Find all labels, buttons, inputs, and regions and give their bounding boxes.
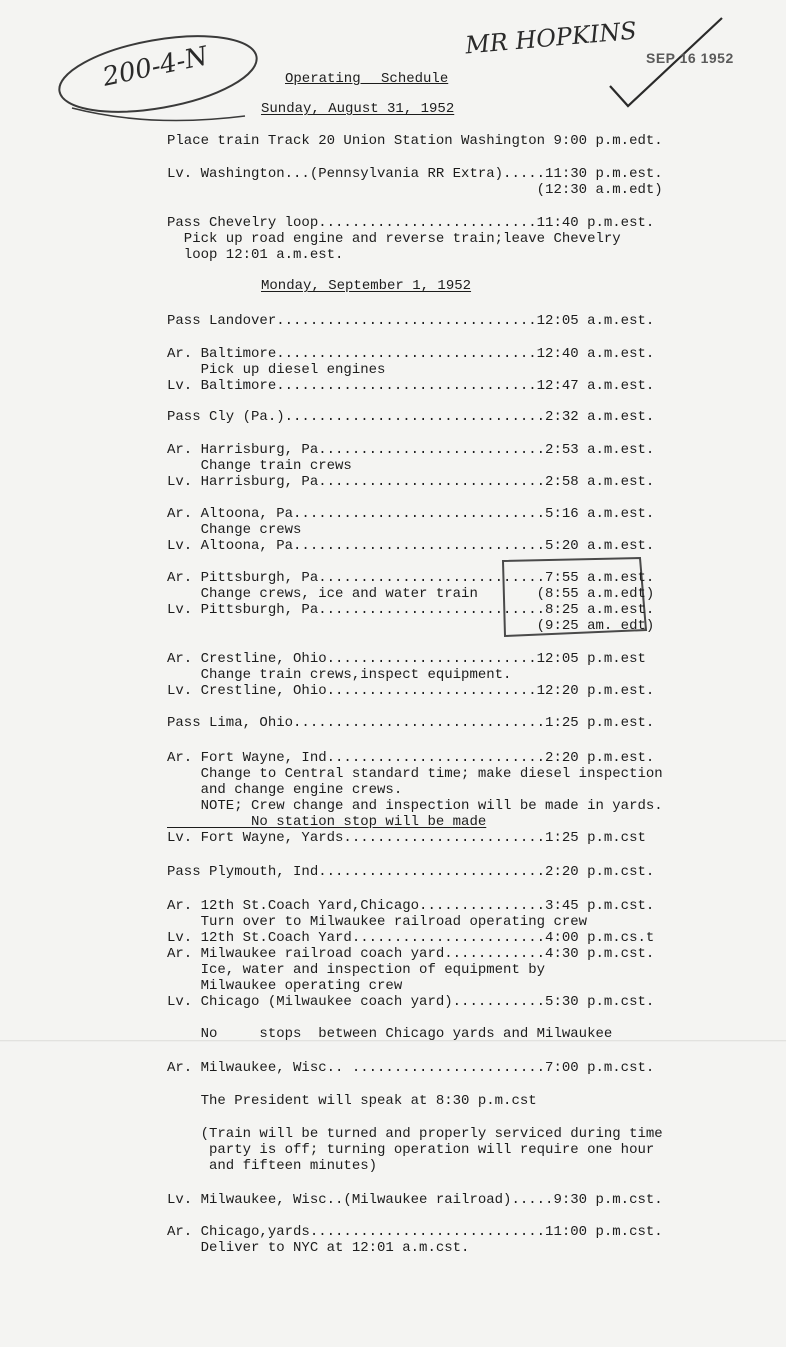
schedule-line: Pass Plymouth, Ind...........................2:20 p.m.cst. [167, 864, 655, 880]
schedule-line: Lv. Milwaukee, Wisc..(Milwaukee railroad).....9:30 p.m.cst. [167, 1192, 663, 1208]
schedule-line: Lv. Washington...(Pennsylvania RR Extra).....11:30 p.m.est. [167, 166, 663, 182]
schedule-line: No station stop will be made [167, 814, 487, 830]
schedule-line: No stops between Chicago yards and Milwaukee [167, 1026, 613, 1042]
schedule-line: Pick up road engine and reverse train;leave Chevelry [167, 231, 621, 247]
schedule-line: (Train will be turned and properly serviced during time [167, 1126, 663, 1142]
schedule-line: Ice, water and inspection of equipment by [167, 962, 546, 978]
schedule-line: NOTE; Crew change and inspection will be made in yards. [167, 798, 663, 814]
schedule-line: Ar. Chicago,yards............................11:00 p.m.cst. [167, 1224, 663, 1240]
schedule-line: (12:30 a.m.edt) [167, 182, 663, 198]
schedule-line: Change to Central standard time; make diesel inspection [167, 766, 663, 782]
schedule-line: Ar. Milwaukee railroad coach yard............4:30 p.m.cst. [167, 946, 655, 962]
schedule-line: Pass Cly (Pa.)...............................2:32 a.m.est. [167, 409, 655, 425]
monday-heading: Monday, September 1, 1952 [261, 278, 472, 294]
schedule-line: and change engine crews. [167, 782, 403, 798]
schedule-line: Pass Lima, Ohio..............................1:25 p.m.est. [167, 715, 655, 731]
addressee-note: MR HOPKINS [464, 16, 638, 60]
sunday-heading: Sunday, August 31, 1952 [261, 101, 455, 117]
schedule-line: Change crews [167, 522, 302, 538]
schedule-line: Lv. Pittsburgh, Pa...........................8:25 a.m.est. [167, 602, 655, 618]
schedule-line: Lv. Fort Wayne, Yards........................1:25 p.m.cst [167, 830, 646, 846]
schedule-line: Change train crews [167, 458, 352, 474]
schedule-line: Lv. 12th St.Coach Yard.......................4:00 p.m.cs.t [167, 930, 655, 946]
schedule-line: Lv. Chicago (Milwaukee coach yard)...........5:30 p.m.cst. [167, 994, 655, 1010]
schedule-line: and fifteen minutes) [167, 1158, 378, 1174]
schedule-line: Ar. Pittsburgh, Pa...........................7:55 a.m.est. [167, 570, 655, 586]
schedule-line: Pick up diesel engines [167, 362, 386, 378]
schedule-line: Pass Landover...............................12:05 a.m.est. [167, 313, 655, 329]
schedule-line: Lv. Altoona, Pa..............................5:20 a.m.est. [167, 538, 655, 554]
schedule-line: Milwaukee operating crew [167, 978, 403, 994]
schedule-line: Change crews, ice and water train (8:55 a.m.edt) [167, 586, 655, 602]
schedule-line: Ar. Altoona, Pa..............................5:16 a.m.est. [167, 506, 655, 522]
schedule-line: Lv. Baltimore...............................12:47 a.m.est. [167, 378, 655, 394]
schedule-line: loop 12:01 a.m.est. [167, 247, 344, 263]
schedule-line: Deliver to NYC at 12:01 a.m.cst. [167, 1240, 470, 1256]
schedule-line: Change train crews,inspect equipment. [167, 667, 512, 683]
schedule-line: (9:25 am. edt) [167, 618, 655, 634]
schedule-line: Ar. Harrisburg, Pa...........................2:53 a.m.est. [167, 442, 655, 458]
schedule-line: Ar. Baltimore...............................12:40 a.m.est. [167, 346, 655, 362]
schedule-line: Lv. Crestline, Ohio.........................12:20 p.m.est. [167, 683, 655, 699]
schedule-line: Ar. Crestline, Ohio.........................12:05 p.m.est [167, 651, 646, 667]
schedule-line: Ar. Milwaukee, Wisc.. .......................7:00 p.m.cst. [167, 1060, 655, 1076]
schedule-line: The President will speak at 8:30 p.m.cst [167, 1093, 537, 1109]
date-stamp: SEP 16 1952 [646, 50, 734, 66]
schedule-line: Lv. Harrisburg, Pa...........................2:58 a.m.est. [167, 474, 655, 490]
schedule-line: Turn over to Milwaukee railroad operating crew [167, 914, 588, 930]
schedule-line: Ar. 12th St.Coach Yard,Chicago...............3:45 p.m.cst. [167, 898, 655, 914]
schedule-line: Ar. Fort Wayne, Ind..........................2:20 p.m.est. [167, 750, 655, 766]
schedule-line: party is off; turning operation will require one hour [167, 1142, 655, 1158]
document-title: Operating Schedule [285, 71, 449, 87]
schedule-line: Place train Track 20 Union Station Washington 9:00 p.m.edt. [167, 133, 663, 149]
schedule-line: Pass Chevelry loop..........................11:40 p.m.est. [167, 215, 655, 231]
file-number: 200-4-N [100, 41, 211, 93]
